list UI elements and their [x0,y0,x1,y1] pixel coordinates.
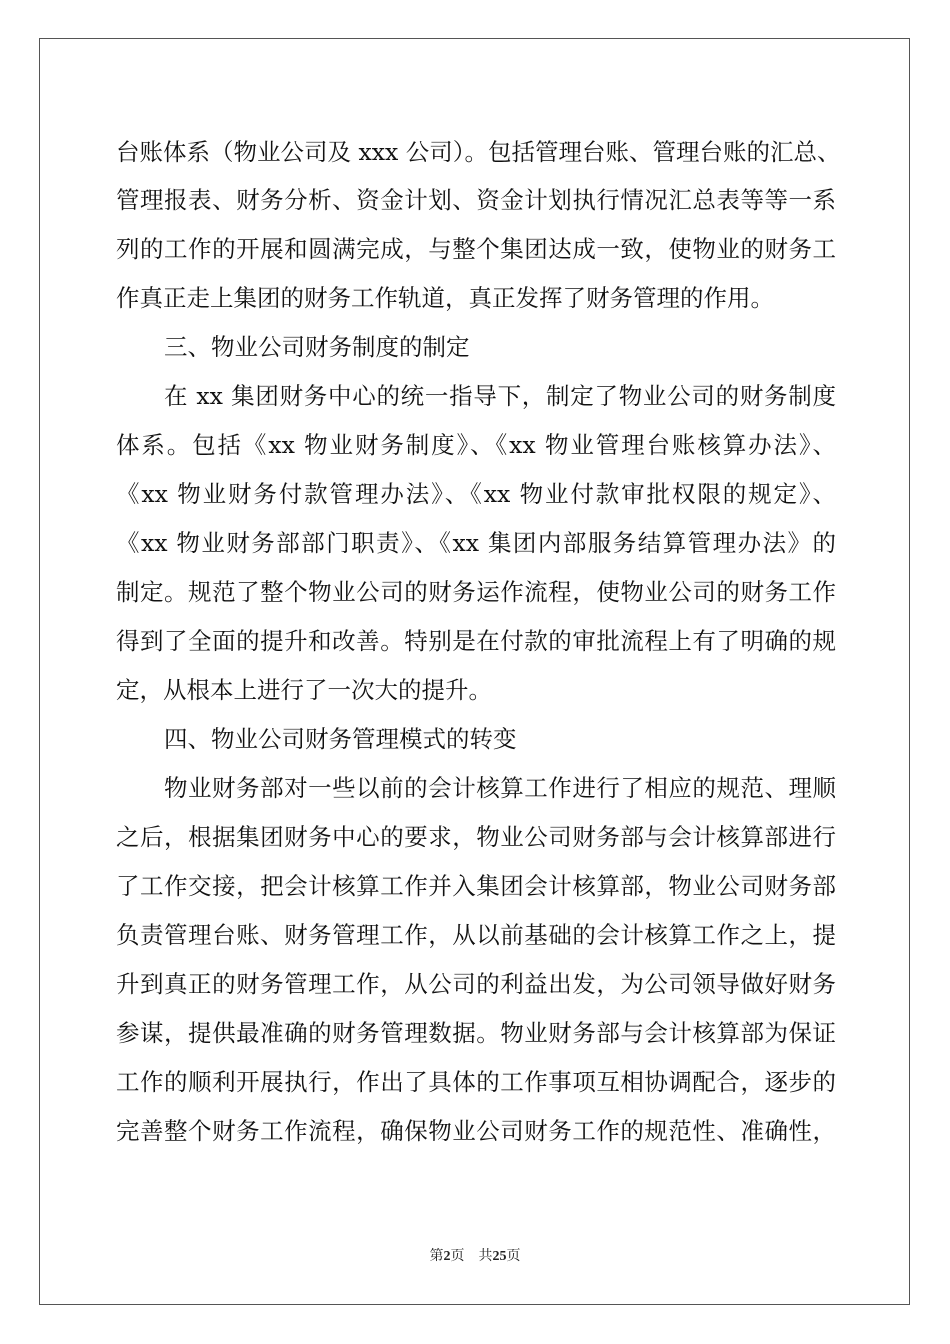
page-number-suffix: 页 [506,1248,521,1264]
paragraph-line: 之后，根据集团财务中心的要求，物业公司财务部与会计核算部进行 [116,823,836,851]
page-number-current: 2 [443,1249,451,1264]
page-number-total: 25 [492,1249,507,1264]
paragraph-line: 得到了全面的提升和改善。特别是在付款的审批流程上有了明确的规 [116,627,836,655]
paragraph-line: 定，从根本上进行了一次大的提升。 [116,676,492,704]
paragraph-line: 作真正走上集团的财务工作轨道，真正发挥了财务管理的作用。 [116,284,774,312]
paragraph-line: 物业财务部对一些以前的会计核算工作进行了相应的规范、理顺 [164,774,836,802]
paragraph-line: 体系。包括《xx 物业财务制度》、《xx 物业管理台账核算办法》、 [116,431,836,459]
section-heading: 四、物业公司财务管理模式的转变 [164,725,517,753]
paragraph-line: 台账体系（物业公司及 xxx 公司）。包括管理台账、管理台账的汇总、 [116,138,841,166]
page-footer [0,1245,950,1265]
paragraph-line: 制定。规范了整个物业公司的财务运作流程，使物业公司的财务工作 [116,578,836,606]
paragraph-line: 《xx 物业财务付款管理办法》、《xx 物业付款审批权限的规定》、 [116,480,836,508]
page-number-mid: 页 共 [450,1248,493,1264]
paragraph-line: 了工作交接，把会计核算工作并入集团会计核算部，物业公司财务部 [116,872,836,900]
section-heading: 三、物业公司财务制度的制定 [164,333,470,361]
paragraph-line: 在 xx 集团财务中心的统一指导下，制定了物业公司的财务制度 [164,382,836,410]
paragraph-line: 列的工作的开展和圆满完成，与整个集团达成一致，使物业的财务工 [116,235,836,263]
paragraph-line: 升到真正的财务管理工作，从公司的利益出发，为公司领导做好财务 [116,970,836,998]
paragraph-line: 管理报表、财务分析、资金计划、资金计划执行情况汇总表等等一系 [116,186,836,214]
paragraph-line: 工作的顺利开展执行，作出了具体的工作事项互相协调配合，逐步的 [116,1068,836,1096]
paragraph-line: 完善整个财务工作流程，确保物业公司财务工作的规范性、准确性， [116,1117,836,1145]
paragraph-line: 参谋，提供最准确的财务管理数据。物业财务部与会计核算部为保证 [116,1019,836,1047]
paragraph-line: 负责管理台账、财务管理工作，从以前基础的会计核算工作之上，提 [116,921,836,949]
paragraph-line: 《xx 物业财务部部门职责》、《xx 集团内部服务结算管理办法》的 [116,529,836,557]
page-number-prefix: 第 [429,1248,444,1264]
